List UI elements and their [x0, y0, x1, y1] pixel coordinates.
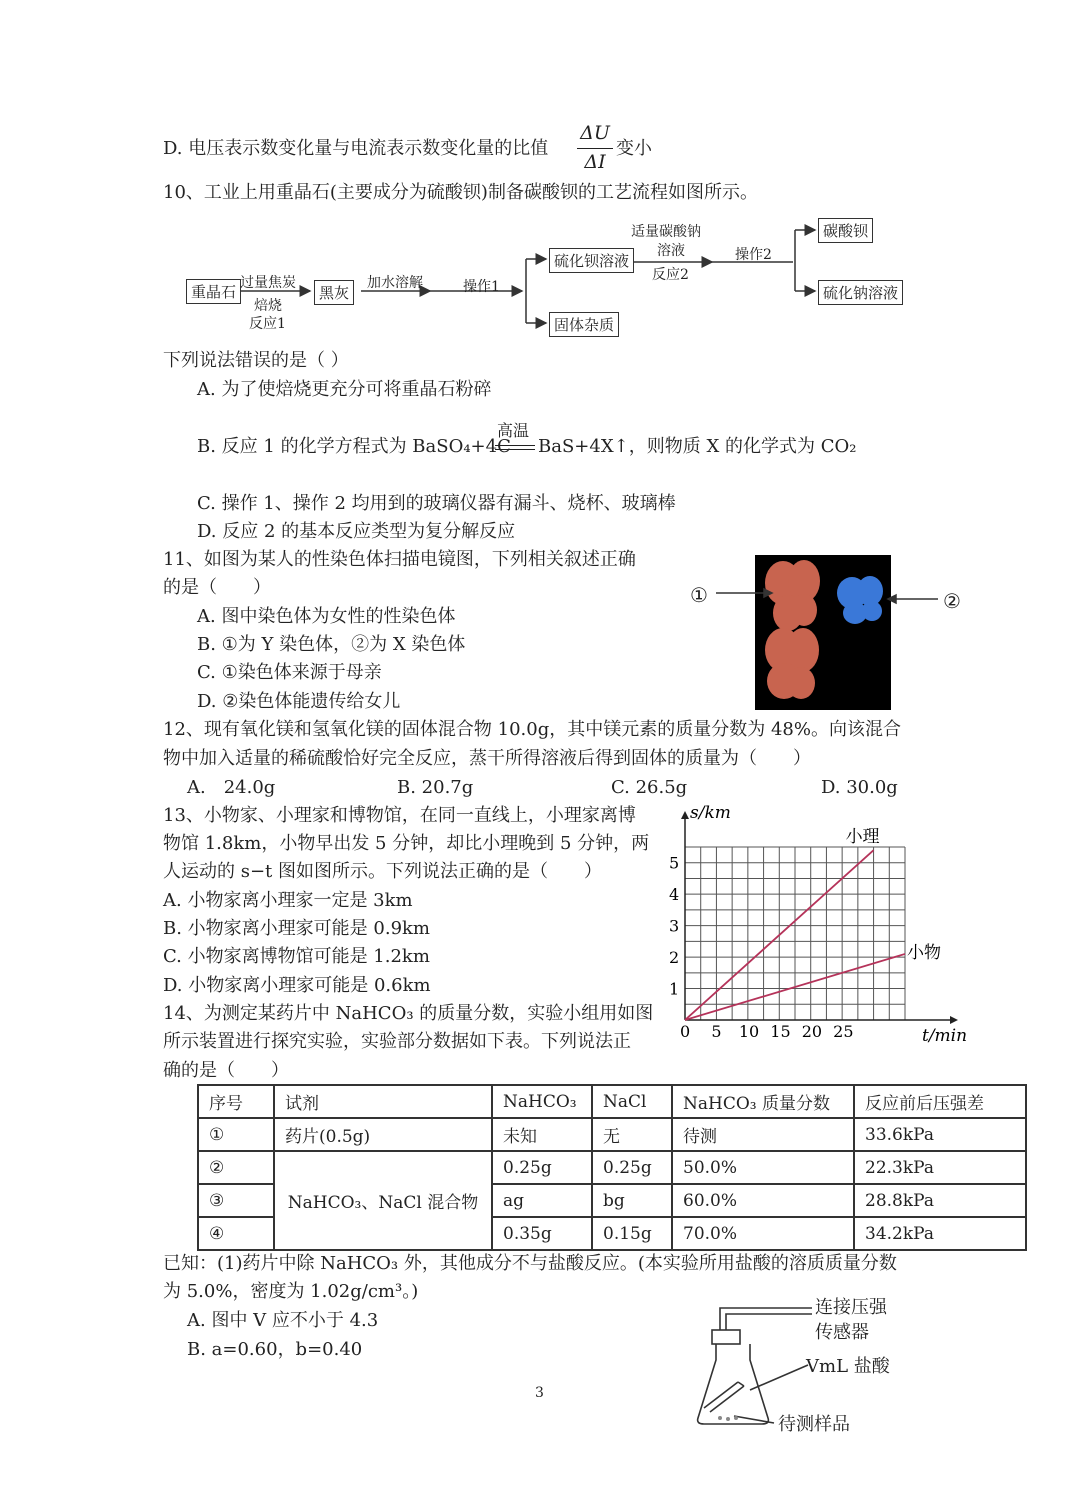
apparatus-label-acid: VmL 盐酸 [806, 1356, 890, 1377]
table-header: 反应前后压强差 [854, 1085, 1026, 1118]
q14-option-a: A. 图中 V 应不小于 4.3 [187, 1310, 379, 1331]
q10-question: 下列说法错误的是（ ） [163, 350, 349, 371]
q12-option-b: B. 20.7g [397, 777, 474, 798]
y-axis-arrow [681, 811, 689, 819]
q14-stem-1: 14、为测定某药片中 NaHCO₃ 的质量分数，实验小组用如图 [163, 1003, 654, 1024]
table-cell: 28.8kPa [854, 1184, 1026, 1217]
q14-stem-3: 确的是（ ） [163, 1060, 289, 1081]
q11-option-d: D. ②染色体能遗传给女儿 [197, 691, 401, 712]
table-cell: ag [492, 1184, 592, 1217]
q13-option-a: A. 小物家离小理家一定是 3km [163, 890, 413, 911]
apparatus-label-sensor-2: 传感器 [815, 1322, 869, 1343]
flow-label: 加水溶解 [367, 275, 423, 291]
table-row [198, 1151, 1026, 1184]
q10-option-b-pre: B. 反应 1 的化学方程式为 BaSO₄+4C [197, 436, 511, 457]
chart-ticks [669, 854, 854, 1041]
y-axis-label: s/km [690, 803, 731, 823]
table-cell: ① [198, 1118, 274, 1151]
table-cell: bg [592, 1184, 672, 1217]
table-cell: 22.3kPa [854, 1151, 1026, 1184]
table-row [198, 1118, 1026, 1151]
table-cell: ② [198, 1151, 274, 1184]
y-tick-label: 4 [669, 885, 680, 905]
q12-option-d: D. 30.0g [821, 777, 898, 798]
table-cell: 33.6kPa [854, 1118, 1026, 1151]
data-table [197, 1084, 1027, 1251]
flow-label: 反应2 [652, 267, 689, 283]
table-header-row [198, 1085, 1026, 1118]
box-bas-solution: 硫化钡溶液 [549, 248, 634, 273]
label-chromosome-1: ① [690, 583, 708, 607]
chart-grid [685, 847, 905, 1020]
q9-option-d: D. 电压表示数变化量与电流表示数变化量的比值 [163, 138, 549, 159]
q11-option-a: A. 图中染色体为女性的性染色体 [197, 606, 456, 627]
q12-option-a: A. 24.0g [187, 777, 276, 798]
table-header: 试剂 [274, 1085, 492, 1118]
apparatus-label-sample: 待测样品 [778, 1414, 850, 1435]
table-cell: 0.25g [492, 1151, 592, 1184]
flow-label: 过量焦炭 [240, 275, 296, 291]
flow-label: 适量碳酸钠 [631, 224, 701, 240]
q13-option-d: D. 小物家离小理家可能是 0.6km [163, 975, 431, 996]
chart-series [685, 827, 941, 1020]
q13-stem-1: 13、小物家、小理家和博物馆，在同一直线上，小理家离博 [163, 805, 636, 826]
q14-note-1: 已知：(1)药片中除 NaHCO₃ 外，其他成分不与盐酸反应。(本实验所用盐酸的溶质质量分数 [163, 1253, 897, 1274]
flow-label: 反应1 [249, 316, 286, 332]
flow-label: 溶液 [657, 243, 685, 259]
q10-option-b-post: BaS+4X↑，则物质 X 的化学式为 CO₂ [538, 436, 857, 457]
q11-stem-2: 的是（ ） [163, 577, 271, 598]
flow-label: 操作2 [735, 247, 772, 263]
x-axis-label: t/min [922, 1026, 968, 1046]
table-cell: 未知 [492, 1118, 592, 1151]
reaction-condition: 高温 [497, 421, 530, 440]
flow-label: 焙烧 [254, 298, 282, 314]
q10-option-d: D. 反应 2 的基本反应类型为复分解反应 [197, 521, 516, 542]
q14-stem-2: 所示装置进行探究实验，实验部分数据如下表。下列说法正 [163, 1031, 631, 1052]
y-tick-label: 3 [669, 916, 680, 936]
q13-stem-2: 物馆 1.8km，小物早出发 5 分钟，却比小理晚到 5 分钟，两 [163, 833, 650, 854]
q11-option-c: C. ①染色体来源于母亲 [197, 662, 382, 683]
series-label: 小理 [845, 827, 880, 848]
q13-option-b: B. 小物家离小理家可能是 0.9km [163, 918, 430, 939]
box-na2s-solution: 硫化钠溶液 [818, 280, 903, 305]
series-label: 小物 [907, 942, 941, 963]
box-barite: 重晶石 [186, 279, 241, 304]
box-baco3: 碳酸钡 [818, 218, 873, 243]
x-axis-arrow [950, 1016, 958, 1024]
q13-stem-3: 人运动的 s−t 图如图所示。下列说法正确的是（ ） [163, 861, 602, 882]
q10-option-c: C. 操作 1、操作 2 均用到的玻璃仪器有漏斗、烧杯、玻璃棒 [197, 493, 676, 514]
table-cell-merged: NaHCO₃、NaCl 混合物 [274, 1151, 492, 1250]
apparatus-label-sensor-1: 连接压强 [815, 1297, 887, 1318]
box-black-ash: 黑灰 [314, 280, 354, 305]
y-tick-label: 5 [669, 853, 680, 873]
x-tick-label: 10 [738, 1022, 760, 1041]
table-cell: 无 [592, 1118, 672, 1151]
q10-stem: 10、工业上用重晶石(主要成分为硫酸钡)制备碳酸钡的工艺流程如图所示。 [163, 182, 758, 203]
x-tick-label: 5 [711, 1022, 722, 1041]
table-cell: 50.0% [672, 1151, 854, 1184]
table-cell: 0.15g [592, 1217, 672, 1250]
table-header: 序号 [198, 1085, 274, 1118]
q9-option-d-tail: 变小 [616, 138, 652, 159]
q14-note-2: 为 5.0%，密度为 1.02g/cm³。) [163, 1281, 419, 1302]
table-cell: 药片(0.5g) [274, 1118, 492, 1151]
q14-option-b: B. a=0.60，b=0.40 [187, 1339, 363, 1360]
table-cell: ④ [198, 1217, 274, 1250]
table-cell: 70.0% [672, 1217, 854, 1250]
fraction-numerator: ΔU [580, 122, 610, 144]
x-tick-label: 25 [833, 1022, 854, 1041]
page-number: 3 [535, 1385, 544, 1401]
x-tick-label: 15 [770, 1022, 791, 1041]
table-cell: 34.2kPa [854, 1217, 1026, 1250]
table-cell: ③ [198, 1184, 274, 1217]
q11-option-b: B. ①为 Y 染色体，②为 X 染色体 [197, 634, 466, 655]
flow-label: 操作1 [463, 279, 500, 295]
process-flowchart [0, 0, 1080, 340]
table-header: NaHCO₃ 质量分数 [672, 1085, 854, 1118]
table-header: NaCl [592, 1085, 672, 1118]
table-cell: 60.0% [672, 1184, 854, 1217]
box-solid-impurity: 固体杂质 [549, 312, 619, 337]
x-tick-label: 20 [801, 1022, 823, 1041]
q12-stem-2: 物中加入适量的稀硫酸恰好完全反应，蒸干所得溶液后得到固体的质量为（ ） [163, 748, 811, 769]
q11-stem-1: 11、如图为某人的性染色体扫描电镜图，下列相关叙述正确 [163, 549, 636, 570]
table-header: NaHCO₃ [492, 1085, 592, 1118]
y-tick-label: 2 [669, 948, 680, 968]
equals-sign [495, 445, 535, 450]
table-cell: 0.25g [592, 1151, 672, 1184]
fraction-denominator: ΔI [584, 151, 606, 173]
q13-option-c: C. 小物家离博物馆可能是 1.2km [163, 946, 430, 967]
q12-option-c: C. 26.5g [611, 777, 688, 798]
s-t-chart [660, 800, 980, 1050]
x-tick-label: 0 [680, 1022, 691, 1041]
y-tick-label: 1 [669, 979, 680, 999]
table-cell: 0.35g [492, 1217, 592, 1250]
table-cell: 待测 [672, 1118, 854, 1151]
q12-stem-1: 12、现有氧化镁和氢氧化镁的固体混合物 10.0g，其中镁元素的质量分数为 48%。向该混合 [163, 719, 901, 740]
q10-option-a: A. 为了使焙烧更充分可将重晶石粉碎 [197, 379, 492, 400]
label-chromosome-2: ② [943, 589, 961, 613]
chromosome-micrograph [680, 555, 980, 715]
chart-axes [681, 811, 958, 1024]
